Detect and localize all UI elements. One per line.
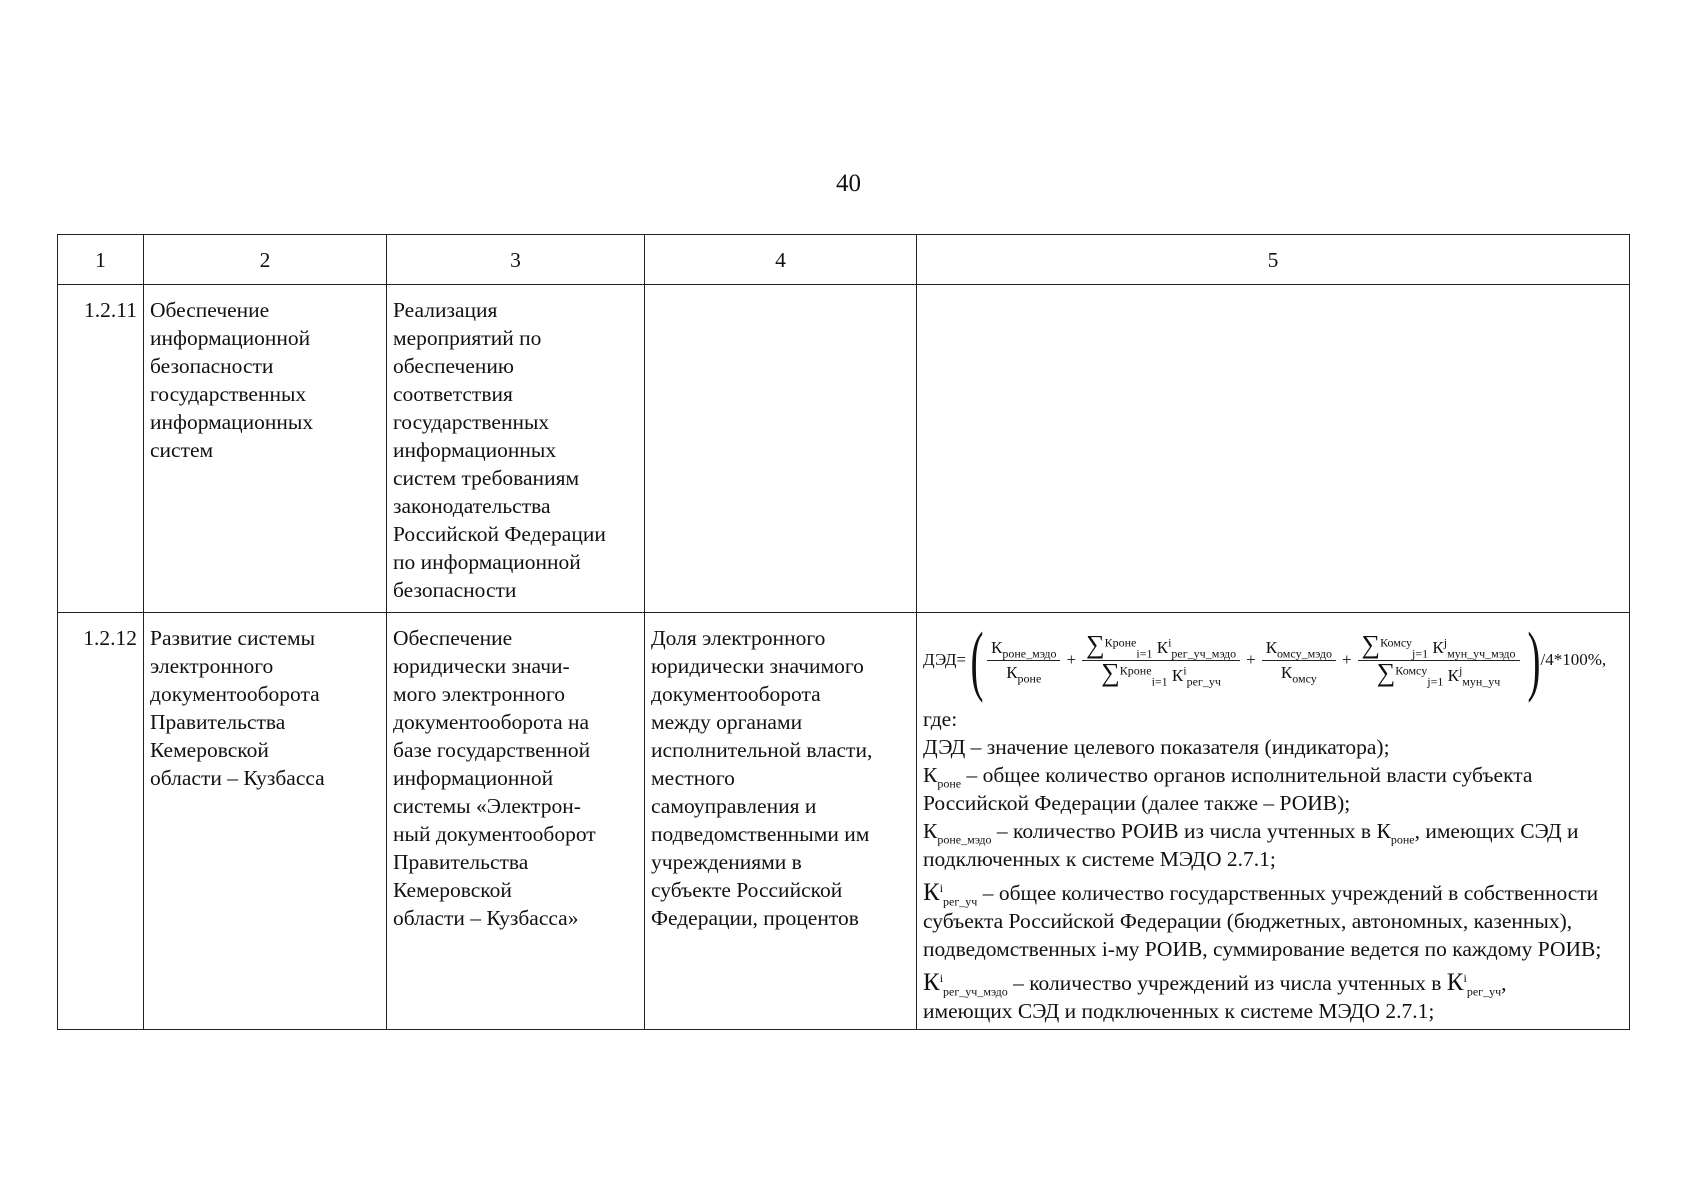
header-cell: 3 [387, 235, 645, 285]
table-row [58, 613, 1630, 1030]
row-measure: Реализация мероприятий по обеспечению соответствия государственных информационных систем требованиям законодательства Российской Федерации по информационной безопасности [387, 285, 645, 613]
document-table [57, 234, 1630, 1030]
header-cell: 1 [58, 235, 144, 285]
definition-rone: $К_{роне}$ – общее количество органов исполнительной власти субъекта Российской Федерации (далее также – РОИВ); [923, 763, 1533, 815]
row-measure: Обеспечение юридически значи- мого электронного документооборота на базе государственной информационной системы «Электрон- ный документооборот Правительства Кемеровской области – Кузбасса» [387, 613, 645, 1030]
page-number: 40 [836, 170, 861, 197]
header-cell: 4 [645, 235, 917, 285]
row-number: 1.2.12 [58, 613, 144, 1030]
table-header-row [58, 235, 1630, 285]
row-name: Обеспечение информационной безопасности государственных информационных систем [144, 285, 387, 613]
definition-reg-uch-medo-cont: имеющих СЭД и подключенных к системе МЭДО 2.7.1; [923, 999, 1435, 1023]
definition-ded: ДЭД – значение целевого показателя (индикатора); [923, 735, 1390, 759]
row-number: 1.2.11 [58, 285, 144, 613]
row-indicator [645, 285, 917, 613]
table-row [58, 285, 1630, 613]
header-cell: 5 [917, 235, 1630, 285]
where-label: где: [923, 707, 958, 731]
row-method [917, 285, 1630, 613]
header-cell: 2 [144, 235, 387, 285]
ded-formula: ДЭД= ( $\frac{К_{роне\_мэдо}}{К_{роне}}$ + $\frac{\sum^{Кроне}_{i=1} К^i_{рег\_уч\_мэдо}}{\sum^{Кроне}_{i=1} К^i_{рег\_уч}}$ + $\frac{К_{омсу\_мэдо}}{К_{омсу}}$ + $\frac{\sum^{Комсу}_{j=1} К^j_{мун\_уч\_мэдо}}{\sum^{Комсу}_{j=1} К^j_{мун\_уч}}$ ) /4*100%, [923, 616, 1607, 703]
definition-reg-uch-medo: $К^i_{рег\_уч\_мэдо}$ – количество учреждений из числа учтенных в $К^i_{рег\_уч}$, [923, 969, 1507, 999]
definition-reg-uch: $К^i_{рег\_уч}$ – общее количество государственных учреждений в собственности субъекта Российской Федерации (бюджетных, автономных, казенных), подведомственных i-му РОИВ, суммирование ведется по каждому РОИВ; [923, 879, 1602, 961]
row-method [917, 613, 1630, 1030]
definition-rone-medo: $К_{роне\_мэдо}$ – количество РОИВ из числа учтенных в $К_{роне}$, имеющих СЭД и подключенных к системе МЭДО 2.7.1; [923, 819, 1579, 871]
row-name: Развитие системы электронного документооборота Правительства Кемеровской области – Кузбасса [144, 613, 387, 1030]
row-indicator: Доля электронного юридически значимого документооборота между органами исполнительной власти, местного самоуправления и подведомственными им учреждениями в субъекте Российской Федерации, процентов [645, 613, 917, 1030]
